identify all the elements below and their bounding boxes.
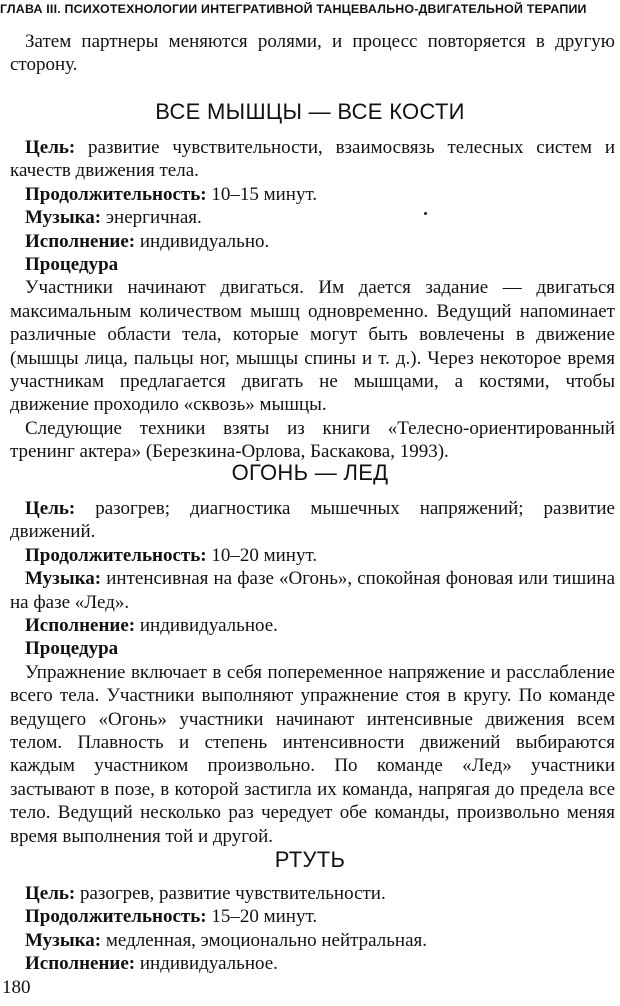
- intro-paragraph: Затем партнеры меняются ролями, и процесс повторяется в другую сторону.: [10, 31, 615, 76]
- performance-line: [10, 230, 615, 253]
- goal-label: Цель:: [25, 498, 76, 519]
- music-label: Музыка:: [25, 568, 102, 590]
- music-label: Музыка:: [25, 207, 102, 229]
- duration-label: Продолжительность:: [25, 183, 207, 205]
- music-line: [10, 206, 615, 229]
- section-body-fire-ice: [10, 497, 615, 848]
- music-text: интенсивная на фазе «Огонь», спокойная фоновая или тишина на фазе «Лед».: [10, 568, 615, 613]
- intro-block: [10, 30, 615, 77]
- procedure-heading: Процедура: [25, 638, 119, 660]
- goal-label: Цель:: [25, 137, 76, 158]
- section-heading-fire-ice: ОГОНЬ — ЛЕД: [231, 460, 389, 485]
- duration-line: [10, 544, 615, 567]
- performance-label: Исполнение:: [25, 230, 136, 252]
- performance-text: индивидуально.: [139, 230, 270, 252]
- performance-label: Исполнение:: [25, 953, 136, 975]
- procedure-heading: Процедура: [25, 254, 119, 276]
- performance-label: Исполнение:: [25, 615, 136, 637]
- duration-text: 10–15 минут.: [211, 183, 318, 205]
- duration-text: 10–20 минут.: [211, 544, 318, 566]
- music-line: [10, 929, 615, 952]
- music-text: энергичная.: [105, 207, 202, 229]
- page-number: 180: [2, 977, 31, 998]
- goal-text: разогрев; диагностика мышечных напряжений; развитие движений.: [10, 498, 615, 543]
- duration-label: Продолжительность:: [25, 544, 207, 566]
- duration-label: Продолжительность:: [25, 906, 207, 928]
- goal-text: развитие чувствительности, взаимосвязь телесных систем и качеств движения тела.: [10, 137, 616, 182]
- procedure-paragraph: Участники начинают двигаться. Им дается задание — двигаться максимальным количеством мышц одновременно. Ведущий напоминает различные области тела, которые могут быть вовлечены в движение (мышцы лица, пальцы ног, мышцы спины и т. д.). Через некоторое время участникам предлагается двигать не мышцами, а костями, чтобы движение проходило «сквозь» мышцы.: [10, 277, 615, 416]
- procedure-paragraph: Упражнение включает в себя попеременное напряжение и расслабление всего тела. Участники выполняют упражнение стоя в кругу. По команде ведущего «Огонь» участники начинают интенсивные движения всем телом. Плавность и степень интенсивности движений выбираются каждым участником произвольно. По команде «Лед» участники застывают в позе, в которой застигла их команда, напрягая до предела все тело. Ведущий несколько раз чередует обе команды, произвольно меняя время выполнения той и другой.: [10, 661, 615, 847]
- running-head: ГЛАВА III. ПСИХОТЕХНОЛОГИИ ИНТЕГРАТИВНОЙ ТАНЦЕВАЛЬНО-ДВИГАТЕЛЬНОЙ ТЕРАПИИ: [0, 2, 587, 16]
- music-label: Музыка:: [25, 929, 102, 951]
- goal-line: [10, 882, 615, 905]
- performance-text: индивидуальное.: [139, 615, 278, 637]
- music-line: [10, 567, 615, 614]
- performance-text: индивидуальное.: [139, 953, 278, 975]
- performance-line: [10, 614, 615, 637]
- duration-line: [10, 905, 615, 928]
- goal-line: [10, 136, 615, 183]
- section-heading-mercury: РТУТЬ: [274, 847, 346, 872]
- duration-text: 15–20 минут.: [211, 906, 318, 928]
- goal-text: разогрев, развитие чувствительности.: [80, 883, 386, 904]
- music-text: медленная, эмоционально нейтральная.: [105, 929, 428, 951]
- goal-label: Цель:: [25, 883, 76, 904]
- section-body-all-muscles: [10, 136, 615, 464]
- section-body-mercury: [10, 882, 615, 976]
- procedure-paragraph: Следующие техники взяты из книги «Телесно-ориентированный тренинг актера» (Березкина-Орлова, Баскакова, 1993).: [10, 417, 615, 463]
- print-speck: [424, 212, 427, 215]
- goal-line: [10, 497, 615, 544]
- duration-line: [10, 183, 615, 206]
- section-heading-all-muscles: ВСЕ МЫШЦЫ — ВСЕ КОСТИ: [155, 99, 465, 124]
- performance-line: [10, 952, 615, 975]
